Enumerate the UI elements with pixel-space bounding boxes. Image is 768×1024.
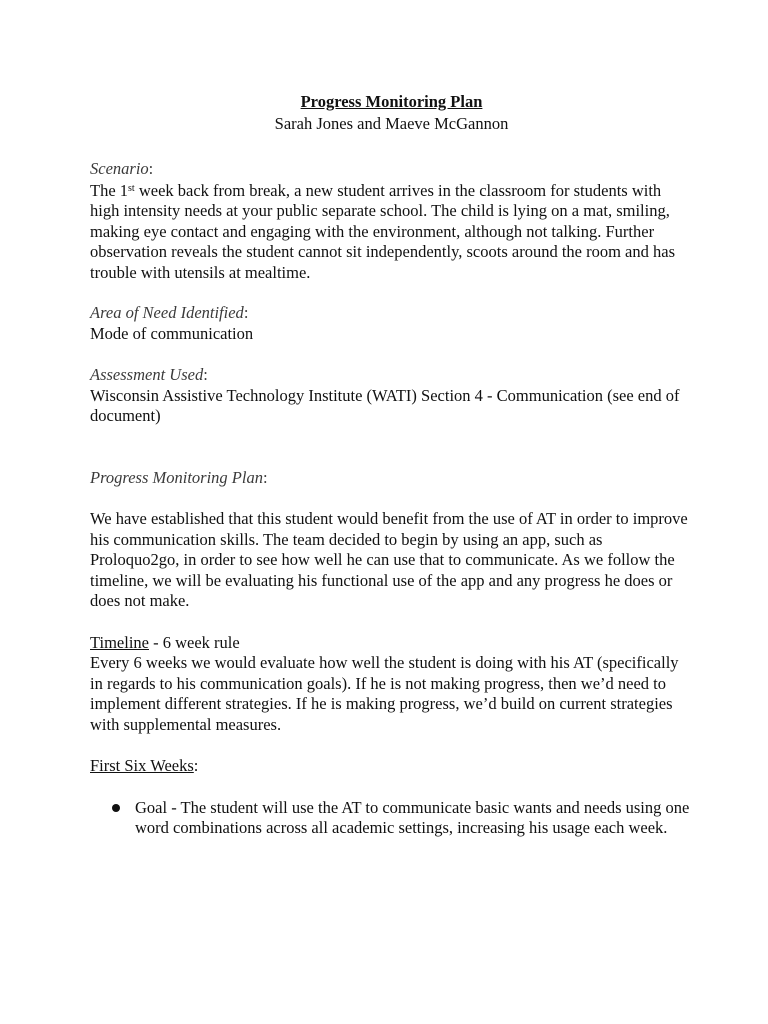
scenario-text <box>90 181 690 284</box>
first-six-weeks-heading-colon: : <box>193 756 199 775</box>
assessment-label-text: Assessment Used <box>90 365 204 384</box>
area-of-need-label <box>90 303 690 324</box>
area-of-need-text: Mode of communication <box>90 323 254 343</box>
timeline-heading <box>90 633 690 654</box>
area-of-need-label-colon: : <box>243 303 249 322</box>
assessment-text: Wisconsin Assistive Technology Institute (WATI) Section 4 - Communication (see end of document) <box>90 385 680 425</box>
document-page <box>90 92 690 839</box>
plan-text: We have established that this student would benefit from the use of AT in order to improve his communication skills. The team decided to begin by using an app, such as Proloquo2go, in order to see how well he can use that to communicate. As we follow the timeline, we will be evaluating his functional use of the app and any progress he does or does not make. <box>90 509 688 610</box>
scenario-label-colon: : <box>148 159 154 178</box>
first-six-weeks-list <box>90 798 690 839</box>
scenario-label-text: Scenario <box>90 159 149 178</box>
scenario-text-start: The 1 <box>90 180 129 200</box>
area-of-need-label-text: Area of Need Identified <box>90 303 244 322</box>
plan-label-colon: : <box>262 467 268 487</box>
scenario-text-rest: week back from break, a new student arrives in the classroom for students with high intensity needs at your public separate school. The child is lying on a mat, smiling, making eye contact and engaging with the environment, although not talking. Further observation reveals the student cannot sit independently, scoots around the room and has trouble with utensils at mealtime. <box>90 180 675 282</box>
timeline-text: Every 6 weeks we would evaluate how well the student is doing with his AT (specifically in regards to his communication goals). If he is not making progress, then we’d need to implement different strategies. If he is making progress, we’d build on current strategies with supplemental measures. <box>90 653 679 734</box>
scenario-label <box>90 159 690 180</box>
plan-label <box>90 468 690 489</box>
list-item <box>90 798 690 839</box>
plan-label-text: Progress Monitoring Plan <box>90 467 263 487</box>
first-six-weeks-heading-text: First Six Weeks <box>90 756 194 775</box>
scenario-ordinal-suffix: st <box>128 182 135 194</box>
goal-text: Goal - The student will use the AT to communicate basic wants and needs using one word combinations across all academic settings, increasing his usage each week. <box>135 797 690 837</box>
first-six-weeks-heading <box>90 756 690 777</box>
bullet-icon <box>112 804 120 812</box>
timeline-heading-rest: - 6 week rule <box>148 632 240 652</box>
timeline-heading-text: Timeline <box>90 632 149 652</box>
document-title: Progress Monitoring Plan <box>300 92 483 111</box>
document-authors: Sarah Jones and Maeve McGannon <box>274 113 509 133</box>
assessment-label <box>90 365 690 386</box>
assessment-label-colon: : <box>203 365 208 384</box>
